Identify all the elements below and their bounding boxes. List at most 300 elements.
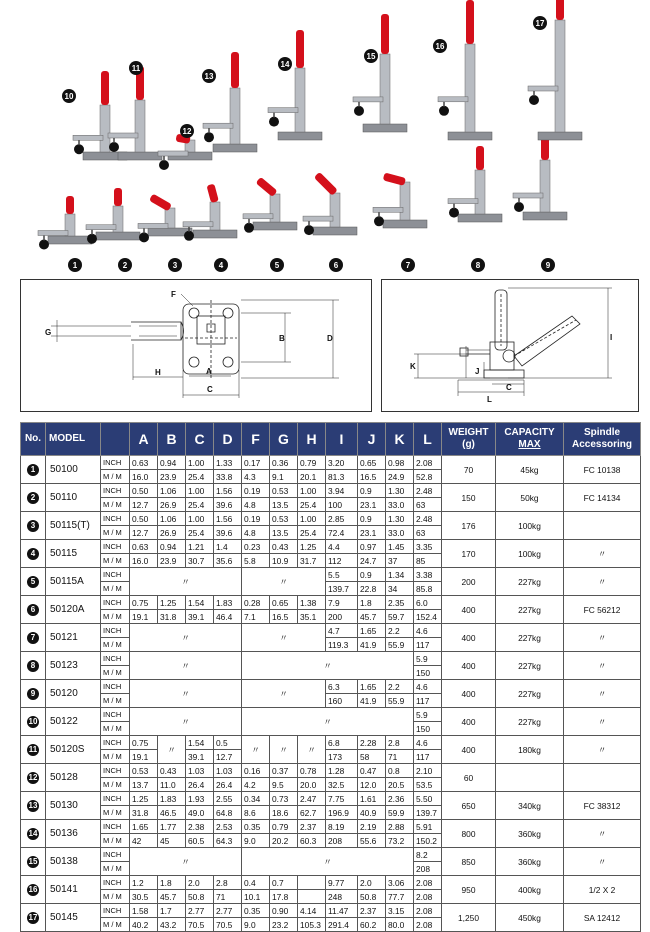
table-row	[21, 820, 641, 834]
header-spindle	[564, 423, 641, 456]
callout-number: 16	[435, 42, 445, 51]
dim-inch-cell: 0.43	[270, 540, 298, 554]
clamp-spindle-pad	[269, 117, 279, 127]
dim-mm-cell: 45	[158, 834, 186, 848]
dim-mm-cell: 30.7	[186, 554, 214, 568]
dim-mm-cell: 63	[414, 526, 442, 540]
dim-mm-cell: 41.9	[358, 694, 386, 708]
dim-inch-cell: 2.53	[214, 820, 242, 834]
unit-inch: INCH	[101, 792, 130, 806]
model-cell: 50122	[46, 708, 101, 736]
header-capacity	[496, 423, 564, 456]
dim-mm-cell: 150.2	[414, 834, 442, 848]
dim-mm-cell: 248	[326, 890, 358, 904]
unit-inch: INCH	[101, 680, 130, 694]
dim-inch-cell: 0.23	[242, 540, 270, 554]
callout-number: 4	[218, 261, 224, 270]
clamp-body	[465, 44, 475, 132]
row-number-badge: 8	[27, 660, 39, 672]
dim-mm-cell: 2.08	[414, 918, 442, 932]
weight-cell: 150	[442, 484, 496, 512]
capacity-cell: 50kg	[496, 484, 564, 512]
header-d: D	[214, 423, 242, 456]
dim-mm-cell: 45.7	[358, 610, 386, 624]
dim-mm-cell: 117	[414, 750, 442, 764]
callout-number: 2	[122, 261, 128, 270]
dim-inch-cell: 1.54	[186, 596, 214, 610]
clamp-arm	[183, 222, 213, 227]
unit-mm: M / M	[101, 722, 130, 736]
row-number-cell	[21, 764, 46, 792]
model-cell: 50120S	[46, 736, 101, 764]
capacity-cell: 227kg	[496, 624, 564, 652]
dim-inch-cell: 4.6	[414, 680, 442, 694]
row-number-badge: 6	[27, 604, 39, 616]
callout-number: 15	[366, 52, 376, 61]
ditto-cell: 〃	[242, 736, 270, 764]
dim-mm-cell: 30.5	[130, 890, 158, 904]
dim-mm-cell: 24.7	[358, 554, 386, 568]
table-row	[21, 848, 641, 862]
dim-mm-cell: 31.8	[158, 610, 186, 624]
table-row	[21, 456, 641, 470]
dim-mm-cell: 59.9	[386, 806, 414, 820]
dim-inch-cell: 2.8	[386, 736, 414, 750]
label-g: G	[45, 328, 52, 337]
dim-mm-cell: 4.8	[242, 526, 270, 540]
clamp-handle	[256, 177, 278, 197]
table-row	[21, 792, 641, 806]
dim-inch-cell: 7.9	[326, 596, 358, 610]
clamp-body	[540, 160, 550, 212]
side-view-drawing	[381, 279, 639, 412]
label-i: I	[610, 333, 613, 342]
unit-mm: M / M	[101, 806, 130, 820]
clamp-arm	[158, 151, 188, 156]
dim-inch-cell: 1.54	[186, 736, 214, 750]
dim-inch-cell: 1.03	[186, 764, 214, 778]
clamp-handle-group	[231, 52, 239, 88]
dim-mm-cell: 200	[326, 610, 358, 624]
model-cell: 50123	[46, 652, 101, 680]
dim-inch-cell: 1.77	[158, 820, 186, 834]
dim-mm-cell: 4.2	[242, 778, 270, 792]
front-view-diagram	[21, 280, 371, 411]
dim-inch-cell: 0.9	[358, 568, 386, 582]
dim-mm-cell: 60.2	[358, 918, 386, 932]
dim-inch-cell: 2.8	[214, 876, 242, 890]
dim-mm-cell: 41.9	[358, 638, 386, 652]
dim-inch-cell: 4.4	[326, 540, 358, 554]
spindle-cell: 〃	[564, 708, 641, 736]
capacity-cell: 450kg	[496, 904, 564, 932]
dim-inch-cell: 0.19	[242, 512, 270, 526]
dim-mm-cell: 55.6	[358, 834, 386, 848]
dim-inch-cell: 2.08	[414, 456, 442, 470]
dim-inch-cell: 0.35	[242, 904, 270, 918]
unit-inch: INCH	[101, 820, 130, 834]
dim-inch-cell: 2.37	[298, 820, 326, 834]
row-number-cell	[21, 904, 46, 932]
dim-mm-cell: 58	[358, 750, 386, 764]
clamp-body	[100, 105, 110, 152]
clamp-arm	[353, 97, 383, 102]
dim-mm-cell: 150	[414, 722, 442, 736]
callout-number: 14	[280, 60, 290, 69]
table-row	[21, 512, 641, 526]
clamp-base	[538, 132, 582, 140]
dim-inch-cell: 0.63	[130, 540, 158, 554]
clamp-body	[295, 68, 305, 132]
weight-cell: 70	[442, 456, 496, 484]
dim-mm-cell: 23.2	[270, 918, 298, 932]
dim-inch-cell: 0.43	[158, 764, 186, 778]
dim-inch-cell: 1.00	[186, 456, 214, 470]
dim-inch-cell: 2.36	[386, 792, 414, 806]
dim-mm-cell: 119.3	[326, 638, 358, 652]
unit-inch: INCH	[101, 764, 130, 778]
weight-cell: 850	[442, 848, 496, 876]
row-number-badge: 3	[27, 520, 39, 532]
dim-mm-cell: 46.4	[214, 610, 242, 624]
ditto-cell: 〃	[242, 848, 414, 876]
dim-inch-cell: 6.0	[414, 596, 442, 610]
dim-mm-cell: 71	[386, 750, 414, 764]
clamp-base	[193, 230, 237, 238]
clamp-base	[523, 212, 567, 220]
callout-number: 7	[405, 261, 411, 270]
label-b: B	[279, 334, 285, 343]
ditto-cell: 〃	[242, 680, 326, 708]
callout-number: 12	[182, 127, 192, 136]
weight-cell: 400	[442, 652, 496, 680]
dim-inch-cell: 2.19	[358, 820, 386, 834]
spindle-cell: 〃	[564, 848, 641, 876]
ditto-cell: 〃	[130, 652, 242, 680]
dim-mm-cell: 25.4	[298, 498, 326, 512]
row-number-cell	[21, 848, 46, 876]
capacity-cell: 227kg	[496, 708, 564, 736]
row-number-cell	[21, 652, 46, 680]
dim-inch-cell: 0.94	[158, 540, 186, 554]
dim-mm-cell	[298, 890, 326, 904]
row-number-cell	[21, 456, 46, 484]
dim-inch-cell: 8.19	[326, 820, 358, 834]
dim-inch-cell: 3.38	[414, 568, 442, 582]
label-j: J	[475, 367, 480, 376]
dim-inch-cell: 1.61	[358, 792, 386, 806]
header-weight-line2: (g)	[462, 439, 475, 450]
dim-mm-cell: 31.7	[298, 554, 326, 568]
row-number-cell	[21, 512, 46, 540]
unit-inch: INCH	[101, 596, 130, 610]
clamp-handle-group	[149, 194, 172, 212]
dim-mm-cell: 117	[414, 638, 442, 652]
dim-mm-cell: 8.6	[242, 806, 270, 820]
dim-inch-cell: 1.21	[186, 540, 214, 554]
dim-inch-cell: 2.48	[414, 512, 442, 526]
clamp-handle-group	[466, 0, 474, 44]
dim-inch-cell: 2.08	[414, 876, 442, 890]
clamp-handle	[66, 196, 74, 214]
clamp-handle	[114, 188, 122, 206]
table-row	[21, 904, 641, 918]
clamp-handle-group	[66, 196, 74, 214]
capacity-cell: 360kg	[496, 820, 564, 848]
dim-inch-cell: 0.8	[386, 764, 414, 778]
dim-mm-cell: 85.8	[414, 582, 442, 596]
clamp-arm	[86, 225, 116, 230]
weight-cell: 800	[442, 820, 496, 848]
unit-mm: M / M	[101, 834, 130, 848]
weight-cell: 650	[442, 792, 496, 820]
weight-cell: 60	[442, 764, 496, 792]
dim-inch-cell: 1.33	[214, 456, 242, 470]
dim-mm-cell: 100	[326, 498, 358, 512]
dim-inch-cell: 5.9	[414, 652, 442, 666]
clamp-handle	[149, 194, 172, 212]
weight-cell: 1,250	[442, 904, 496, 932]
clamp-base	[118, 152, 162, 160]
clamp-handle-group	[381, 14, 389, 54]
header-f: F	[242, 423, 270, 456]
row-number-cell	[21, 792, 46, 820]
ditto-cell: 〃	[242, 624, 326, 652]
dim-mm-cell: 196.9	[326, 806, 358, 820]
dim-mm-cell: 18.6	[270, 806, 298, 820]
dim-mm-cell: 139.7	[326, 582, 358, 596]
dim-mm-cell: 291.4	[326, 918, 358, 932]
dim-inch-cell: 2.77	[186, 904, 214, 918]
model-cell: 50110	[46, 484, 101, 512]
clamp-spindle-pad	[244, 223, 254, 233]
clamp-spindle-pad	[354, 106, 364, 116]
dim-mm-cell: 26.4	[186, 778, 214, 792]
row-number-cell	[21, 680, 46, 708]
header-capacity-line1: CAPACITY	[504, 427, 555, 438]
dim-mm-cell: 53.5	[414, 778, 442, 792]
dim-inch-cell: 11.47	[326, 904, 358, 918]
clamp-arm	[303, 216, 333, 221]
model-cell: 50121	[46, 624, 101, 652]
dim-mm-cell: 64.3	[214, 834, 242, 848]
dim-inch-cell: 0.75	[130, 596, 158, 610]
header-unit	[101, 423, 130, 456]
dim-mm-cell: 52.8	[414, 470, 442, 484]
clamp-handle-group	[556, 0, 564, 20]
table-row	[21, 708, 641, 722]
weight-cell: 170	[442, 540, 496, 568]
dim-inch-cell: 5.50	[414, 792, 442, 806]
callout-number: 5	[274, 261, 280, 270]
dim-mm-cell: 150	[414, 666, 442, 680]
row-number-badge: 2	[27, 492, 39, 504]
clamp-base	[96, 232, 140, 240]
row-number-cell	[21, 820, 46, 848]
spindle-cell: 〃	[564, 680, 641, 708]
dim-inch-cell: 4.6	[414, 736, 442, 750]
clamp-base	[448, 132, 492, 140]
clamp-handle-group	[383, 172, 406, 185]
callout-number: 13	[204, 72, 214, 81]
side-view-diagram	[382, 280, 638, 411]
dim-inch-cell: 0.97	[358, 540, 386, 554]
unit-mm: M / M	[101, 638, 130, 652]
dim-inch-cell: 0.28	[242, 596, 270, 610]
clamp-body	[230, 88, 240, 144]
header-no: No.	[21, 423, 46, 456]
clamp-body	[400, 182, 410, 220]
dim-mm-cell: 40.9	[358, 806, 386, 820]
dim-inch-cell: 1.28	[326, 764, 358, 778]
dim-mm-cell: 80.0	[386, 918, 414, 932]
unit-mm: M / M	[101, 890, 130, 904]
dim-inch-cell: 1.03	[214, 764, 242, 778]
clamp-arm	[38, 231, 68, 236]
dim-inch-cell: 4.7	[326, 624, 358, 638]
dim-mm-cell: 71	[214, 890, 242, 904]
dim-inch-cell: 1.00	[298, 512, 326, 526]
clamp-spindle-pad	[39, 240, 49, 250]
dim-mm-cell: 12.7	[214, 750, 242, 764]
unit-mm: M / M	[101, 694, 130, 708]
unit-inch: INCH	[101, 652, 130, 666]
clamp-handle-group	[114, 188, 122, 206]
header-l: L	[414, 423, 442, 456]
model-cell: 50145	[46, 904, 101, 932]
dim-inch-cell: 5.91	[414, 820, 442, 834]
clamp-handle	[383, 172, 406, 185]
clamp-spindle-pad	[184, 231, 194, 241]
dim-inch-cell: 1.65	[130, 820, 158, 834]
header-g: G	[270, 423, 298, 456]
dim-inch-cell: 0.53	[270, 512, 298, 526]
table-row	[21, 540, 641, 554]
dim-inch-cell: 0.79	[270, 820, 298, 834]
row-number-badge: 15	[28, 857, 38, 866]
specification-body	[21, 456, 641, 932]
dim-inch-cell: 2.0	[358, 876, 386, 890]
dim-inch-cell: 0.78	[298, 764, 326, 778]
clamp-handle	[314, 172, 338, 196]
row-number-badge: 5	[27, 576, 39, 588]
dim-mm-cell: 26.9	[158, 526, 186, 540]
dim-mm-cell: 25.4	[186, 526, 214, 540]
dim-mm-cell: 16.0	[130, 554, 158, 568]
unit-inch: INCH	[101, 904, 130, 918]
dim-inch-cell: 0.65	[358, 456, 386, 470]
dim-mm-cell: 4.3	[242, 470, 270, 484]
clamp-body	[135, 100, 145, 152]
clamp-handle	[381, 14, 389, 54]
clamp-arm	[448, 199, 478, 204]
dim-inch-cell: 1.38	[298, 596, 326, 610]
model-cell: 50115	[46, 540, 101, 568]
dim-inch-cell: 1.25	[298, 540, 326, 554]
dim-mm-cell: 77.7	[386, 890, 414, 904]
dim-mm-cell: 173	[326, 750, 358, 764]
dim-mm-cell: 139.7	[414, 806, 442, 820]
unit-inch: INCH	[101, 708, 130, 722]
spindle-cell: FC 14134	[564, 484, 641, 512]
dim-inch-cell: 2.0	[186, 876, 214, 890]
dim-inch-cell: 1.93	[186, 792, 214, 806]
clamp-spindle-pad	[449, 208, 459, 218]
dim-inch-cell: 0.53	[130, 764, 158, 778]
clamp-spindle-pad	[159, 160, 169, 170]
model-cell: 50130	[46, 792, 101, 820]
ditto-cell: 〃	[130, 848, 242, 876]
label-k: K	[410, 362, 416, 371]
capacity-cell: 227kg	[496, 568, 564, 596]
unit-mm: M / M	[101, 498, 130, 512]
row-number-badge: 9	[27, 688, 39, 700]
row-number-badge: 10	[28, 717, 38, 726]
ditto-cell: 〃	[130, 708, 242, 736]
dim-mm-cell: 10.1	[242, 890, 270, 904]
dim-mm-cell: 45.7	[158, 890, 186, 904]
dim-inch-cell: 1.4	[214, 540, 242, 554]
model-cell: 50120	[46, 680, 101, 708]
clamp-spindle-pad	[529, 95, 539, 105]
clamp-arm	[138, 223, 168, 228]
unit-inch: INCH	[101, 624, 130, 638]
unit-inch: INCH	[101, 736, 130, 750]
dim-mm-cell: 73.2	[386, 834, 414, 848]
dim-mm-cell: 19.1	[130, 610, 158, 624]
dim-inch-cell: 1.7	[158, 904, 186, 918]
dim-mm-cell: 20.5	[386, 778, 414, 792]
row-number-cell	[21, 876, 46, 904]
dim-mm-cell: 39.1	[186, 610, 214, 624]
row-number-cell	[21, 484, 46, 512]
capacity-cell: 360kg	[496, 848, 564, 876]
dim-inch-cell: 1.25	[130, 792, 158, 806]
dim-inch-cell: 0.9	[358, 484, 386, 498]
dim-mm-cell: 39.1	[186, 750, 214, 764]
dim-inch-cell: 0.75	[130, 736, 158, 750]
clamp-handle	[296, 30, 304, 68]
dim-inch-cell: 0.63	[130, 456, 158, 470]
row-number-badge: 7	[27, 632, 39, 644]
label-c-side: C	[506, 383, 512, 392]
dim-inch-cell: 1.8	[158, 876, 186, 890]
clamp-arm	[108, 133, 138, 138]
spindle-cell: 〃	[564, 652, 641, 680]
dim-inch-cell: 2.2	[386, 624, 414, 638]
dim-inch-cell: 0.47	[358, 764, 386, 778]
dim-inch-cell: 0.19	[242, 484, 270, 498]
header-spindle-line1: Spindle	[583, 427, 621, 438]
header-weight	[442, 423, 496, 456]
dim-mm-cell: 33.8	[214, 470, 242, 484]
dim-inch-cell: 1.45	[386, 540, 414, 554]
dim-mm-cell: 39.6	[214, 498, 242, 512]
dim-inch-cell: 2.28	[358, 736, 386, 750]
dim-mm-cell: 46.5	[158, 806, 186, 820]
weight-cell: 400	[442, 596, 496, 624]
ditto-cell: 〃	[298, 736, 326, 764]
model-cell: 50136	[46, 820, 101, 848]
dim-mm-cell: 34	[386, 582, 414, 596]
ditto-cell: 〃	[242, 568, 326, 596]
unit-inch: INCH	[101, 540, 130, 554]
dim-mm-cell: 40.2	[130, 918, 158, 932]
clamp-body	[475, 170, 485, 214]
label-d: D	[327, 334, 333, 343]
spindle-cell: FC 56212	[564, 596, 641, 624]
dim-mm-cell: 50.8	[358, 890, 386, 904]
